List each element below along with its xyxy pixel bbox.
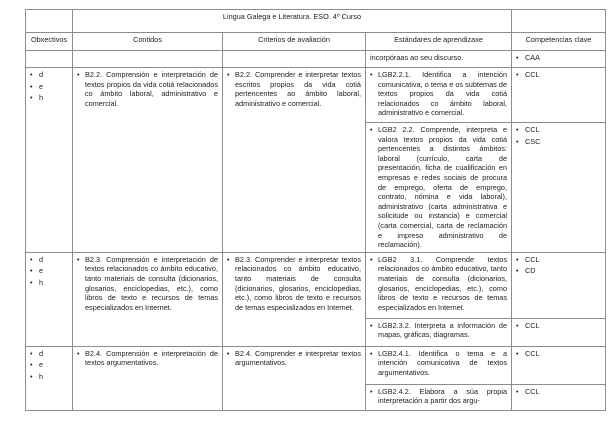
criteria-text: • B2.3. Comprender e interpretar textos relacionados co ámbito educativo, tanto materiais de consulta (dicionarios, glosarios, enciclopedias, etc.), como libros de texto e recursos de temas especializados en Internet. xyxy=(227,255,361,313)
objective-item: • e xyxy=(30,266,68,276)
empty-header-cell xyxy=(512,10,606,33)
competence-item: • CCL xyxy=(516,349,601,359)
standard-cell xyxy=(366,68,512,123)
competence-item: • CSC xyxy=(516,137,601,147)
competences-cell xyxy=(512,51,606,68)
objective-item: • d xyxy=(30,70,68,80)
criteria-text: • B2.4. Comprender e interpretar textos argumentativos. xyxy=(227,349,361,368)
competences-cell xyxy=(512,346,606,384)
objective-item: • e xyxy=(30,360,68,370)
objectives-cell xyxy=(26,51,73,68)
competence-item: • CCL xyxy=(516,387,601,397)
standard-text: incorpóraas ao seu discurso. xyxy=(370,53,464,62)
column-header-objectives: Obxectivos xyxy=(26,33,73,51)
column-header-contents: Contidos xyxy=(73,33,223,51)
standard-text: • LGB2 3.1. Comprende textos relacionados co ámbito educativo, tanto materiais de consulta (dicionarios, glosarios, enciclopedias, etc.), como libros de texto e recursos de temas especializados en Internet. xyxy=(370,255,507,313)
standard-cell xyxy=(366,346,512,384)
criteria-cell xyxy=(223,252,366,346)
content-cell xyxy=(73,68,223,253)
standard-cell xyxy=(366,51,512,68)
standard-cell xyxy=(366,123,512,253)
criteria-cell xyxy=(223,51,366,68)
standard-cell xyxy=(366,318,512,346)
standard-text: • LGB2.4.1. Identifica o tema e a intención comunicativa de textos argumentativos. xyxy=(370,349,507,378)
content-cell xyxy=(73,252,223,346)
column-header-criteria: Criterios de avaliación xyxy=(223,33,366,51)
standard-text: • LGB2.3.2. Interpreta a información de mapas, gráficas, diagramas. xyxy=(370,321,507,340)
content-cell xyxy=(73,346,223,410)
column-header-competences: Competencias clave xyxy=(512,33,606,51)
column-header-standards: Estándares de aprendizaxe xyxy=(366,33,512,51)
standard-text: • LGB2.4.2. Elabora a súa propia interpretación a partir dos argu- xyxy=(370,387,507,406)
competence-item: • CCL xyxy=(516,70,601,80)
competences-cell xyxy=(512,252,606,318)
content-text: • B2.3. Comprensión e interpretación de textos relacionados co ámbito educativo, tanto materiais de consulta (dicionarios, glosarios, enciclopedias, etc.), como libros de texto e recursos de temas especializados en Internet. xyxy=(77,255,218,313)
content-cell xyxy=(73,51,223,68)
objective-item: • h xyxy=(30,278,68,288)
standard-cell xyxy=(366,252,512,318)
objectives-cell xyxy=(26,252,73,346)
competences-cell xyxy=(512,123,606,253)
competences-cell xyxy=(512,318,606,346)
content-text: • B2.4. Comprensión e interpretación de textos argumentativos. xyxy=(77,349,218,368)
content-text: • B2.2. Comprensión e interpretación de textos propios da vida cotiá relacionados co ámbito laboral, administrativo e comercial. xyxy=(77,70,218,108)
objectives-cell xyxy=(26,68,73,253)
competence-item: • CCL xyxy=(516,255,601,265)
standard-text: • LGB2.2.1. Identifica a intención comunicativa, o tema e os subtemas de textos propios da vida cotiá relacionados co ámbito laboral, administrativo e comercial. xyxy=(370,70,507,118)
curriculum-table xyxy=(25,9,606,411)
standard-cell xyxy=(366,384,512,410)
standard-text: • LGB2 2.2. Comprende, interpreta e valora textos propios da vida cotiá pertencentes a distintos ámbitos: laboral (currículo, carta de presentación, ficha de cualificación en empresas e redes sociais de procura de emprego, oferta de emprego, contrato, nómina e vida laboral), administrativo (carta administrativa e solicitude ou instancia) e comercial (carta comercial, carta de reclamación e impreso administrativo de reclamación). xyxy=(370,125,507,250)
criteria-cell xyxy=(223,346,366,410)
criteria-text: • B2.2. Comprender e interpretar textos escritos propios da vida cotiá pertencentes ao ámbito laboral, administrativo e comercial. xyxy=(227,70,361,108)
objective-item: • e xyxy=(30,82,68,92)
competence-item: • CCL xyxy=(516,125,601,135)
competence-item: • CD xyxy=(516,266,601,276)
objective-item: • d xyxy=(30,349,68,359)
competence-item: • CAA xyxy=(516,53,601,63)
competences-cell xyxy=(512,68,606,123)
objectives-cell xyxy=(26,346,73,410)
table-title: Lingua Galega e Literatura. ESO. 4º Curso xyxy=(73,10,512,33)
objective-item: • h xyxy=(30,93,68,103)
empty-header-cell xyxy=(26,10,73,33)
criteria-cell xyxy=(223,68,366,253)
competences-cell xyxy=(512,384,606,410)
objective-item: • d xyxy=(30,255,68,265)
competence-item: • CCL xyxy=(516,321,601,331)
objective-item: • h xyxy=(30,372,68,382)
